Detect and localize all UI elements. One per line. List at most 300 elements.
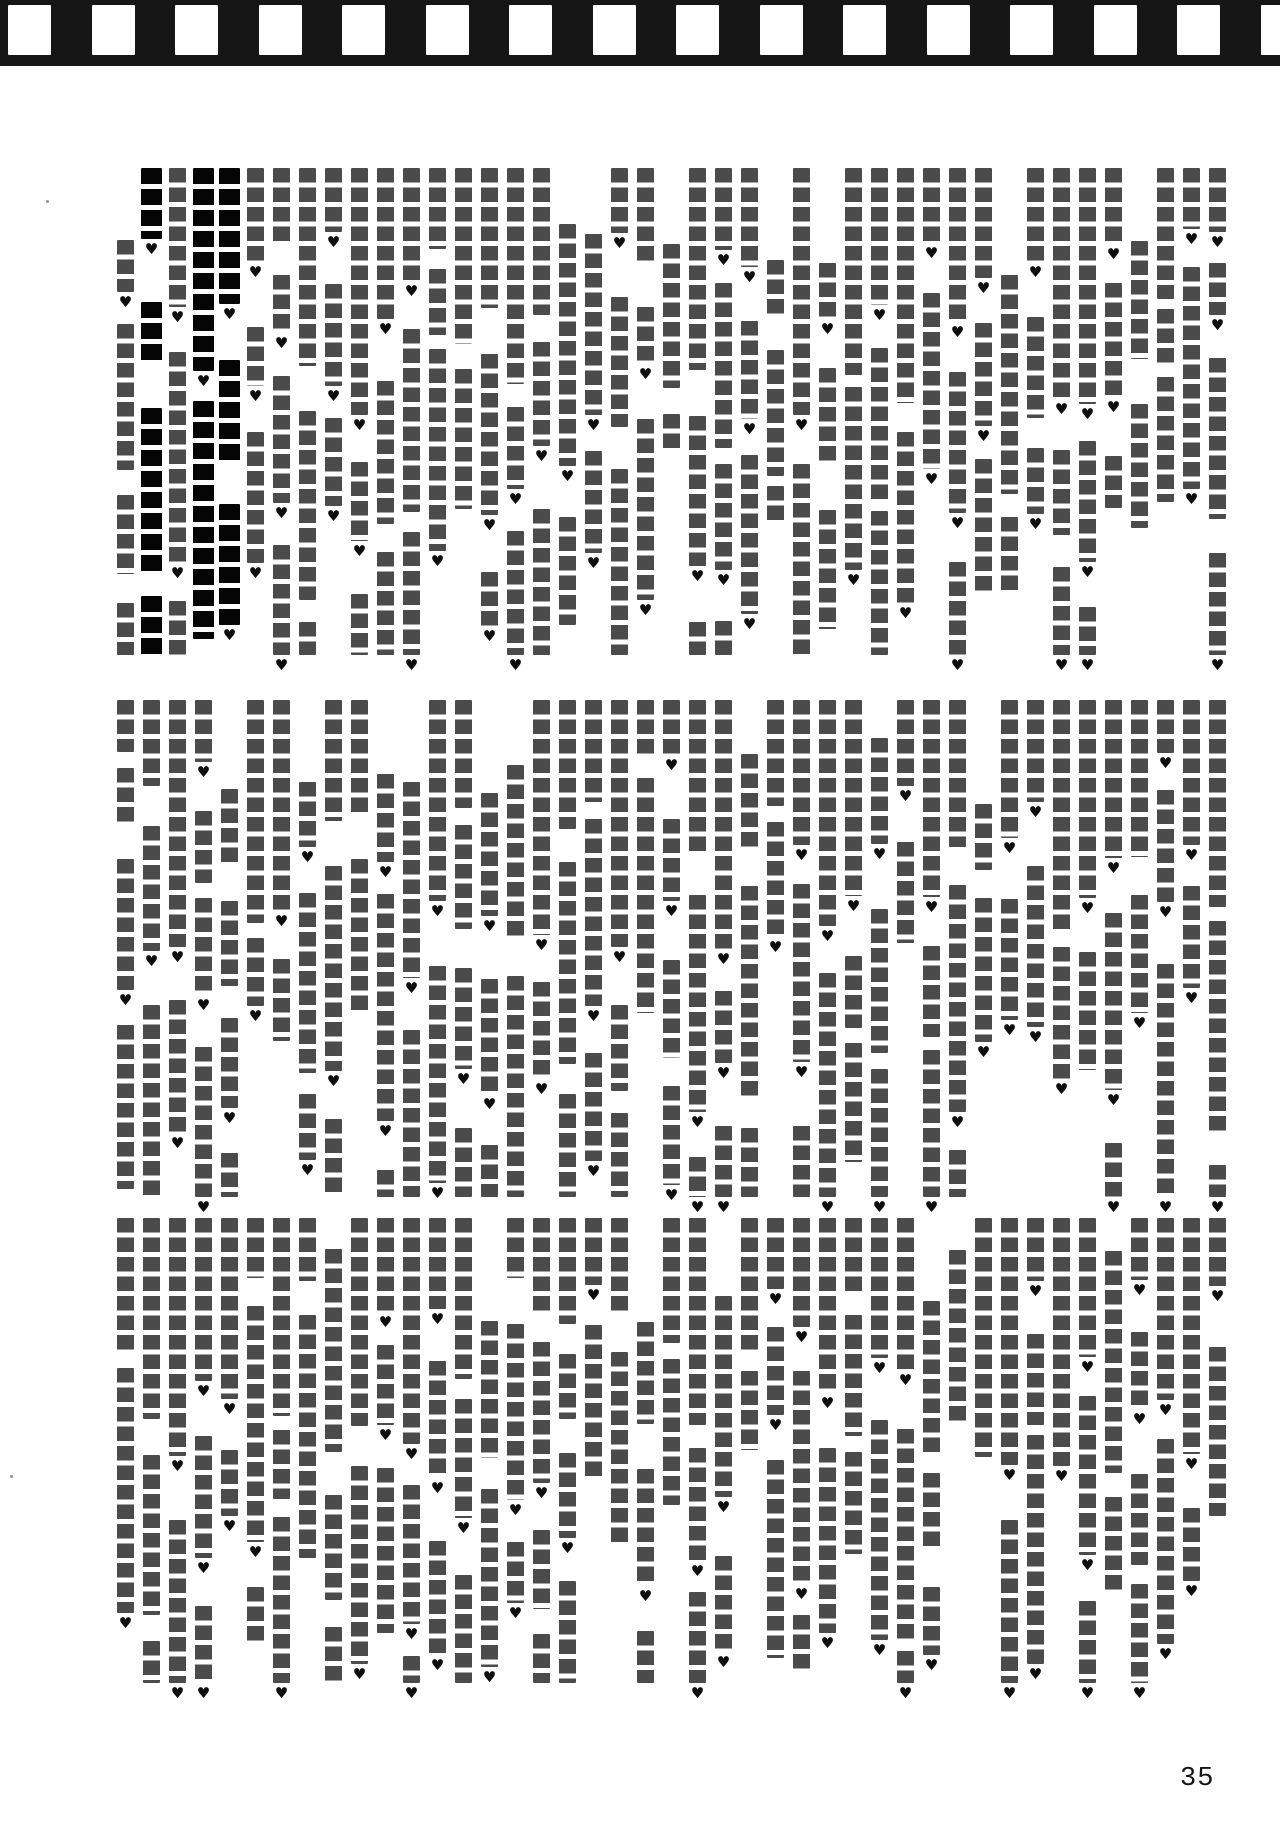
redacted-text-run [611, 1113, 628, 1197]
redacted-text-run [637, 168, 654, 263]
heart-glyph: ♥ [170, 1457, 185, 1476]
redacted-text-run [481, 572, 498, 626]
text-column-redacted [1105, 168, 1122, 655]
heart-glyph: ♥ [638, 1586, 653, 1605]
redacted-text-run [169, 352, 186, 563]
text-column-redacted [1209, 168, 1226, 674]
text-column-redacted [247, 700, 264, 1197]
redacted-text-run [455, 968, 472, 1069]
redacted-text-run [923, 700, 940, 897]
redacted-text-run [897, 432, 914, 602]
heart-glyph: ♥ [430, 1309, 445, 1328]
redacted-text-run [1053, 567, 1070, 655]
text-column-redacted [403, 168, 420, 674]
heart-glyph: ♥ [1054, 399, 1069, 418]
text-block-2 [100, 700, 1226, 1216]
redacted-text-run [1105, 1497, 1122, 1592]
text-column-redacted [377, 700, 394, 1197]
heart-glyph: ♥ [170, 1684, 185, 1702]
text-column-redacted [429, 1218, 446, 1683]
redacted-text-run [1105, 1143, 1122, 1197]
redacted-text-run [195, 1436, 212, 1558]
text-column-redacted [377, 1218, 394, 1683]
redacted-text-run [533, 168, 550, 315]
heart-glyph: ♥ [586, 1006, 601, 1025]
redacted-text-run [219, 504, 240, 625]
redacted-text-run [1131, 404, 1148, 527]
redacted-text-run [819, 700, 836, 926]
film-frame [760, 5, 803, 55]
heart-glyph: ♥ [144, 952, 159, 971]
redacted-text-run [143, 1218, 160, 1419]
redacted-text-run [1105, 283, 1122, 398]
redacted-text-run [611, 469, 628, 655]
text-column-redacted [351, 168, 368, 655]
text-column-redacted [117, 700, 134, 1197]
heart-glyph: ♥ [1210, 315, 1225, 334]
redacted-text-run [429, 168, 446, 249]
heart-glyph: ♥ [248, 1006, 263, 1025]
redacted-text-run [273, 275, 290, 333]
heart-glyph: ♥ [1158, 1644, 1173, 1663]
redacted-text-run [299, 782, 316, 847]
heart-glyph: ♥ [534, 446, 549, 465]
heart-glyph: ♥ [950, 1113, 965, 1131]
redacted-text-run [377, 1170, 394, 1197]
heart-glyph: ♥ [872, 1359, 887, 1378]
redacted-text-run [351, 168, 368, 415]
heart-glyph: ♥ [846, 896, 861, 915]
redacted-text-run [663, 819, 680, 901]
heart-glyph: ♥ [716, 1498, 731, 1517]
heart-glyph: ♥ [1054, 1080, 1069, 1098]
redacted-text-run [247, 1218, 264, 1278]
redacted-text-run [219, 360, 240, 465]
heart-glyph: ♥ [560, 1538, 575, 1557]
redacted-text-run [1209, 168, 1226, 232]
redacted-text-run [1183, 267, 1200, 489]
redacted-text-run [611, 700, 628, 947]
redacted-text-run [195, 1218, 212, 1381]
redacted-text-run [923, 1050, 940, 1197]
redacted-text-run [897, 842, 914, 943]
text-column-redacted [1027, 700, 1044, 1197]
redacted-text-run [1027, 700, 1044, 802]
redacted-text-run [299, 1218, 316, 1281]
heart-glyph: ♥ [1028, 803, 1043, 822]
text-column-redacted [949, 700, 966, 1197]
text-column-redacted [1131, 168, 1148, 655]
redacted-text-run [1209, 358, 1226, 520]
heart-glyph: ♥ [222, 1400, 237, 1419]
redacted-text-run [663, 244, 680, 387]
text-column-redacted [819, 700, 836, 1216]
text-column-redacted [169, 168, 186, 655]
heart-glyph: ♥ [1132, 1410, 1147, 1429]
redacted-text-run [403, 1030, 420, 1197]
redacted-text-run [219, 168, 240, 304]
redacted-text-run [325, 1627, 342, 1683]
redacted-text-run [897, 700, 914, 786]
heart-glyph: ♥ [950, 322, 965, 341]
heart-glyph: ♥ [248, 387, 263, 406]
redacted-text-run [403, 329, 420, 512]
redacted-text-run [663, 1086, 680, 1184]
text-column-redacted [221, 700, 238, 1197]
text-column-redacted [793, 700, 810, 1197]
redacted-text-run [1001, 517, 1018, 593]
redacted-text-run [689, 168, 706, 370]
redacted-text-run [923, 293, 940, 468]
text-column-redacted [1079, 168, 1096, 674]
heart-glyph: ♥ [1184, 230, 1199, 249]
redacted-text-run [221, 901, 238, 986]
redacted-text-run [1209, 1347, 1226, 1515]
text-column-redacted [507, 168, 524, 674]
text-column-redacted [143, 700, 160, 1197]
film-frame [927, 5, 970, 55]
text-column-redacted [689, 168, 706, 655]
redacted-text-run [455, 168, 472, 344]
text-column-redacted [637, 1218, 654, 1683]
heart-glyph: ♥ [196, 1198, 211, 1216]
redacted-text-run [195, 1606, 212, 1683]
redacted-text-run [715, 283, 732, 448]
text-column-redacted [325, 168, 342, 655]
redacted-text-run [689, 1592, 706, 1683]
redacted-text-run [1079, 441, 1096, 563]
text-column-redacted [455, 168, 472, 655]
redacted-text-run [429, 1361, 446, 1478]
redacted-text-run [663, 700, 680, 755]
heart-glyph: ♥ [794, 846, 809, 865]
heart-glyph: ♥ [1106, 1198, 1121, 1216]
redacted-text-run [637, 1631, 654, 1683]
redacted-text-run [481, 1321, 498, 1458]
heart-glyph: ♥ [482, 626, 497, 645]
redacted-text-run [169, 601, 186, 655]
heart-glyph: ♥ [1028, 1282, 1043, 1301]
heart-glyph: ♥ [534, 1080, 549, 1099]
text-column-redacted [273, 700, 290, 1197]
heart-glyph: ♥ [482, 1095, 497, 1114]
heart-glyph: ♥ [1210, 1198, 1225, 1216]
text-column-redacted [455, 1218, 472, 1683]
heart-glyph: ♥ [690, 1684, 705, 1702]
heart-glyph: ♥ [222, 1108, 237, 1127]
redacted-text-run [117, 1218, 134, 1353]
text-block-3 [100, 1218, 1226, 1702]
redacted-text-run [585, 819, 602, 1006]
heart-glyph: ♥ [898, 603, 913, 622]
text-column-redacted [741, 1218, 758, 1683]
text-column-redacted [767, 700, 784, 1197]
heart-glyph: ♥ [690, 1198, 705, 1216]
heart-glyph: ♥ [1210, 1287, 1225, 1306]
text-column-redacted [533, 168, 550, 655]
redacted-text-run [767, 1460, 784, 1658]
redacted-text-run [741, 455, 758, 614]
text-column-redacted [507, 1218, 524, 1683]
redacted-text-run [117, 768, 134, 825]
redacted-text-run [169, 1218, 186, 1456]
heart-glyph: ♥ [976, 1043, 991, 1062]
text-column-redacted [403, 1218, 420, 1702]
redacted-text-run [1053, 450, 1070, 535]
heart-glyph: ♥ [872, 845, 887, 864]
text-column-redacted [481, 700, 498, 1197]
redacted-text-run [221, 1018, 238, 1108]
heart-glyph: ♥ [378, 320, 393, 339]
heart-glyph: ♥ [664, 902, 679, 921]
text-column-redacted [871, 168, 888, 655]
heart-glyph: ♥ [1158, 902, 1173, 921]
redacted-text-run [871, 168, 888, 305]
redacted-text-run [533, 342, 550, 446]
text-column-redacted [325, 700, 342, 1197]
heart-glyph: ♥ [378, 1426, 393, 1445]
redacted-text-run [507, 976, 524, 1197]
redacted-text-run [897, 1218, 914, 1370]
text-column-redacted [169, 700, 186, 1197]
redacted-text-run [975, 459, 992, 594]
text-column-redacted [715, 700, 732, 1216]
redacted-text-run [585, 1218, 602, 1285]
redacted-text-run [377, 894, 394, 1120]
redacted-text-run [403, 1485, 420, 1624]
heart-glyph: ♥ [586, 1161, 601, 1180]
heart-glyph: ♥ [794, 1327, 809, 1346]
text-column-redacted [195, 168, 212, 655]
redacted-text-run [741, 1128, 758, 1197]
text-column-redacted [481, 168, 498, 655]
redacted-text-run [1027, 168, 1044, 262]
redacted-text-run [715, 700, 732, 949]
text-column-redacted [481, 1218, 498, 1687]
redacted-text-run [741, 1371, 758, 1450]
redacted-text-run [221, 789, 238, 864]
redacted-text-run [767, 1327, 784, 1416]
redacted-text-run [611, 1352, 628, 1545]
redacted-text-run [767, 350, 784, 476]
redacted-text-run [559, 1581, 576, 1683]
heart-glyph: ♥ [794, 415, 809, 434]
heart-glyph: ♥ [1028, 514, 1043, 533]
text-column-redacted [1131, 700, 1148, 1197]
heart-glyph: ♥ [586, 1285, 601, 1304]
redacted-text-run [949, 1150, 966, 1197]
redacted-text-run [1209, 1218, 1226, 1286]
heart-glyph: ♥ [196, 1382, 211, 1401]
heart-glyph: ♥ [404, 1444, 419, 1463]
redacted-text-run [793, 1371, 810, 1584]
text-column-redacted [767, 168, 784, 655]
film-frame [1177, 5, 1220, 55]
heart-glyph: ♥ [664, 1185, 679, 1204]
heart-glyph: ♥ [898, 1684, 913, 1702]
text-column-redacted [689, 700, 706, 1216]
heart-glyph: ♥ [1028, 1665, 1043, 1684]
redacted-text-run [637, 419, 654, 600]
heart-glyph: ♥ [378, 863, 393, 882]
redacted-text-run [143, 700, 160, 786]
redacted-text-run [533, 509, 550, 655]
text-column-redacted [143, 168, 160, 655]
redacted-text-run [351, 859, 368, 1014]
redacted-text-run [403, 1656, 420, 1683]
heart-glyph: ♥ [898, 787, 913, 806]
heart-glyph: ♥ [482, 516, 497, 535]
redacted-text-run [325, 168, 342, 232]
redacted-text-run [663, 960, 680, 1058]
redacted-text-run [637, 307, 654, 364]
text-block-1 [100, 168, 1226, 674]
heart-glyph: ♥ [430, 552, 445, 571]
redacted-text-run [273, 168, 290, 246]
text-column-redacted [585, 1218, 602, 1683]
redacted-text-run [351, 1218, 368, 1426]
heart-glyph: ♥ [404, 281, 419, 300]
redacted-text-run [793, 1218, 810, 1327]
redacted-text-run [1131, 1474, 1148, 1565]
redacted-text-run [403, 532, 420, 655]
redacted-text-run [819, 973, 836, 1197]
redacted-text-run [1131, 241, 1148, 359]
heart-glyph: ♥ [586, 553, 601, 572]
text-column-redacted [1001, 1218, 1018, 1702]
redacted-text-run [819, 368, 836, 464]
text-column-redacted [1053, 1218, 1070, 1683]
heart-glyph: ♥ [482, 916, 497, 935]
heart-glyph: ♥ [222, 626, 237, 645]
redacted-text-run [1079, 1396, 1096, 1556]
heart-glyph: ♥ [872, 1640, 887, 1659]
redacted-text-run [117, 603, 134, 655]
redacted-text-run [559, 1453, 576, 1538]
film-frame [593, 5, 636, 55]
text-column-redacted [923, 700, 940, 1216]
heart-glyph: ♥ [742, 419, 757, 438]
redacted-text-run [143, 1455, 160, 1615]
heart-glyph: ♥ [274, 656, 289, 674]
redacted-text-run [247, 432, 264, 563]
heart-glyph: ♥ [404, 1684, 419, 1702]
text-column-redacted [793, 168, 810, 655]
redacted-text-run [455, 1575, 472, 1683]
redacted-text-run [141, 302, 162, 364]
heart-glyph: ♥ [118, 293, 133, 312]
redacted-text-run [559, 1354, 576, 1419]
redacted-text-run [1183, 700, 1200, 845]
redacted-text-run [1131, 1584, 1148, 1683]
redacted-text-run [585, 451, 602, 553]
redacted-text-run [247, 700, 264, 923]
scan-speck [46, 200, 49, 203]
text-column-redacted [611, 700, 628, 1197]
redacted-text-run [897, 168, 914, 403]
redacted-text-run [429, 700, 446, 901]
film-frame [92, 5, 135, 55]
heart-glyph: ♥ [1106, 245, 1121, 264]
redacted-text-run [299, 893, 316, 1072]
heart-glyph: ♥ [274, 911, 289, 930]
heart-glyph: ♥ [378, 1313, 393, 1332]
heart-glyph: ♥ [638, 365, 653, 384]
text-column-redacted [1105, 700, 1122, 1216]
text-column-redacted [559, 1218, 576, 1683]
redacted-text-run [507, 1542, 524, 1603]
redacted-text-run [141, 168, 162, 239]
redacted-text-run [637, 1469, 654, 1586]
redacted-text-run [1105, 168, 1122, 244]
page-number: 35 [1180, 1764, 1215, 1794]
redacted-text-run [1053, 1218, 1070, 1466]
redacted-text-run [247, 1306, 264, 1542]
redacted-text-run [429, 1541, 446, 1655]
text-column-redacted [663, 168, 680, 655]
redacted-text-run [637, 700, 654, 755]
redacted-text-run [871, 348, 888, 500]
redacted-text-run [949, 885, 966, 1112]
redacted-text-run [767, 260, 784, 314]
heart-glyph: ♥ [430, 1656, 445, 1675]
redacted-text-run [273, 959, 290, 1041]
redacted-text-run [559, 700, 576, 829]
redacted-text-run [117, 240, 134, 292]
heart-glyph: ♥ [222, 305, 237, 324]
heart-glyph: ♥ [118, 1613, 133, 1632]
heart-glyph: ♥ [534, 936, 549, 955]
redacted-text-run [507, 1218, 524, 1278]
redacted-text-run [1001, 700, 1018, 838]
redacted-text-run [715, 464, 732, 570]
redacted-text-run [975, 1218, 992, 1457]
heart-glyph: ♥ [768, 937, 783, 956]
film-frame [342, 5, 385, 55]
heart-glyph: ♥ [768, 1290, 783, 1309]
heart-glyph: ♥ [404, 1624, 419, 1643]
redacted-text-run [975, 804, 992, 870]
text-column-redacted [923, 1218, 940, 1683]
redacted-text-run [299, 1094, 316, 1159]
redacted-text-run [507, 1324, 524, 1500]
film-frame [676, 5, 719, 55]
heart-glyph: ♥ [820, 1393, 835, 1412]
heart-glyph: ♥ [1080, 899, 1095, 918]
redacted-text-run [741, 886, 758, 1097]
heart-glyph: ♥ [144, 240, 159, 259]
heart-glyph: ♥ [196, 1559, 211, 1578]
redacted-text-run [1079, 1601, 1096, 1683]
redacted-text-run [141, 596, 162, 655]
redacted-text-run [143, 826, 160, 952]
text-column-redacted [221, 1218, 238, 1683]
redacted-text-run [793, 884, 810, 1062]
redacted-text-run [403, 782, 420, 978]
heart-glyph: ♥ [1028, 1027, 1043, 1046]
heart-glyph: ♥ [716, 950, 731, 969]
redacted-text-run [1027, 1435, 1044, 1664]
heart-glyph: ♥ [508, 1501, 523, 1520]
redacted-text-run [741, 321, 758, 419]
redacted-text-run [221, 1450, 238, 1515]
text-column-redacted [195, 700, 212, 1216]
redacted-text-run [273, 1218, 290, 1416]
text-column-redacted [767, 1218, 784, 1683]
redacted-text-run [715, 991, 732, 1063]
redacted-text-run [663, 414, 680, 451]
redacted-text-run [533, 1634, 550, 1683]
